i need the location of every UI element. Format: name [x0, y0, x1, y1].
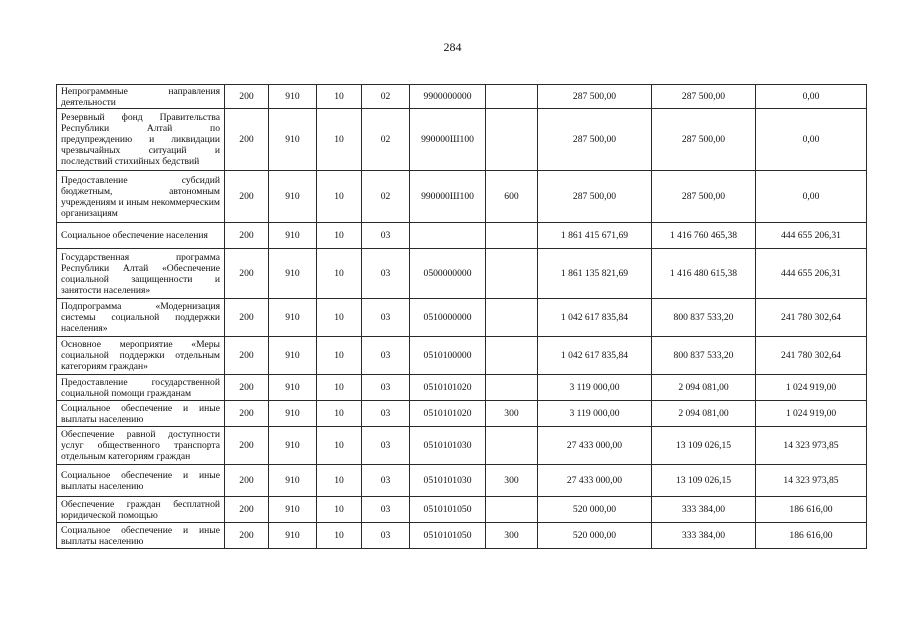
budget-table-body: [57, 85, 867, 549]
row-subsection-code: 03: [362, 401, 410, 427]
row-admin-code: 200: [225, 401, 269, 427]
row-department-code: 910: [269, 465, 317, 497]
row-amount-part-1: 333 384,00: [652, 497, 756, 523]
row-target-article-code: 990000Ш100: [410, 109, 486, 171]
row-target-article-code: 0510101050: [410, 523, 486, 549]
row-admin-code: 200: [225, 171, 269, 223]
row-amount-part-2: 14 323 973,85: [756, 465, 867, 497]
row-department-code: 910: [269, 85, 317, 109]
row-name: Основное мероприятие «Меры социальной поддержки отдельным категориям граждан»: [57, 337, 225, 375]
table-row: [57, 109, 867, 171]
row-admin-code: 200: [225, 375, 269, 401]
row-target-article-code: 0510101030: [410, 427, 486, 465]
row-department-code: 910: [269, 223, 317, 249]
row-name: Социальное обеспечение и иные выплаты населению: [57, 401, 225, 427]
row-target-article-code: 0510101050: [410, 497, 486, 523]
row-expense-type-code: 300: [486, 523, 538, 549]
row-target-article-code: 0500000000: [410, 249, 486, 299]
row-name: Предоставление субсидий бюджетным, автономным учреждениям и иным некоммерческим организациям: [57, 171, 225, 223]
row-expense-type-code: 600: [486, 171, 538, 223]
row-name: Социальное обеспечение и иные выплаты населению: [57, 465, 225, 497]
row-section-code: 10: [317, 523, 362, 549]
row-amount-total: 520 000,00: [538, 523, 652, 549]
row-amount-part-2: 186 616,00: [756, 523, 867, 549]
row-amount-total: 287 500,00: [538, 171, 652, 223]
row-subsection-code: 03: [362, 465, 410, 497]
row-expense-type-code: 300: [486, 401, 538, 427]
budget-table: [56, 84, 867, 549]
row-expense-type-code: [486, 109, 538, 171]
row-subsection-code: 03: [362, 523, 410, 549]
row-amount-part-1: 287 500,00: [652, 171, 756, 223]
row-amount-part-2: 0,00: [756, 171, 867, 223]
row-amount-part-2: 186 616,00: [756, 497, 867, 523]
row-amount-part-2: 444 655 206,31: [756, 249, 867, 299]
row-section-code: 10: [317, 223, 362, 249]
row-expense-type-code: [486, 85, 538, 109]
row-admin-code: 200: [225, 337, 269, 375]
table-row: [57, 223, 867, 249]
row-expense-type-code: [486, 299, 538, 337]
row-amount-total: 287 500,00: [538, 109, 652, 171]
row-amount-total: 1 042 617 835,84: [538, 337, 652, 375]
row-section-code: 10: [317, 427, 362, 465]
row-department-code: 910: [269, 337, 317, 375]
table-row: [57, 249, 867, 299]
row-name: Обеспечение граждан бесплатной юридической помощью: [57, 497, 225, 523]
row-amount-part-2: 0,00: [756, 85, 867, 109]
table-row: [57, 375, 867, 401]
row-expense-type-code: [486, 223, 538, 249]
row-name: Предоставление государственной социальной помощи гражданам: [57, 375, 225, 401]
row-section-code: 10: [317, 85, 362, 109]
row-subsection-code: 02: [362, 109, 410, 171]
row-admin-code: 200: [225, 497, 269, 523]
row-amount-part-2: 14 323 973,85: [756, 427, 867, 465]
row-section-code: 10: [317, 337, 362, 375]
row-department-code: 910: [269, 523, 317, 549]
row-amount-total: 287 500,00: [538, 85, 652, 109]
row-amount-total: 3 119 000,00: [538, 375, 652, 401]
table-row: [57, 299, 867, 337]
row-section-code: 10: [317, 171, 362, 223]
row-expense-type-code: [486, 497, 538, 523]
row-admin-code: 200: [225, 223, 269, 249]
row-department-code: 910: [269, 497, 317, 523]
table-row: [57, 337, 867, 375]
row-target-article-code: 0510000000: [410, 299, 486, 337]
row-section-code: 10: [317, 401, 362, 427]
table-row: [57, 427, 867, 465]
row-amount-part-2: 1 024 919,00: [756, 375, 867, 401]
row-section-code: 10: [317, 299, 362, 337]
row-subsection-code: 03: [362, 375, 410, 401]
row-department-code: 910: [269, 427, 317, 465]
row-target-article-code: 0510101030: [410, 465, 486, 497]
page-number: 284: [443, 40, 462, 54]
row-amount-part-1: 13 109 026,15: [652, 465, 756, 497]
row-target-article-code: [410, 223, 486, 249]
row-target-article-code: 0510101020: [410, 375, 486, 401]
row-amount-total: 1 042 617 835,84: [538, 299, 652, 337]
row-expense-type-code: [486, 375, 538, 401]
row-section-code: 10: [317, 109, 362, 171]
table-row: [57, 171, 867, 223]
row-amount-part-1: 1 416 480 615,38: [652, 249, 756, 299]
row-amount-part-2: 0,00: [756, 109, 867, 171]
row-name: Обеспечение равной доступности услуг общественного транспорта отдельным категориям граждан: [57, 427, 225, 465]
row-name: Социальное обеспечение населения: [57, 223, 225, 249]
row-subsection-code: 02: [362, 171, 410, 223]
row-amount-part-2: 241 780 302,64: [756, 337, 867, 375]
row-section-code: 10: [317, 375, 362, 401]
row-section-code: 10: [317, 249, 362, 299]
row-target-article-code: 0510101020: [410, 401, 486, 427]
row-target-article-code: 0510100000: [410, 337, 486, 375]
row-target-article-code: 990000Ш100: [410, 171, 486, 223]
row-subsection-code: 03: [362, 299, 410, 337]
row-subsection-code: 03: [362, 223, 410, 249]
row-amount-total: 1 861 135 821,69: [538, 249, 652, 299]
row-amount-total: 27 433 000,00: [538, 465, 652, 497]
row-department-code: 910: [269, 249, 317, 299]
row-amount-part-1: 1 416 760 465,38: [652, 223, 756, 249]
row-name: Резервный фонд Правительства Республики Алтай по предупреждению и ликвидации чрезвычайных ситуаций и последствий стихийных бедствий: [57, 109, 225, 171]
row-department-code: 910: [269, 171, 317, 223]
row-admin-code: 200: [225, 465, 269, 497]
row-subsection-code: 02: [362, 85, 410, 109]
row-name: Подпрограмма «Модернизация системы социальной поддержки населения»: [57, 299, 225, 337]
row-admin-code: 200: [225, 249, 269, 299]
row-subsection-code: 03: [362, 497, 410, 523]
row-expense-type-code: 300: [486, 465, 538, 497]
row-amount-part-1: 2 094 081,00: [652, 375, 756, 401]
row-amount-total: 1 861 415 671,69: [538, 223, 652, 249]
row-amount-part-1: 800 837 533,20: [652, 337, 756, 375]
row-name: Социальное обеспечение и иные выплаты населению: [57, 523, 225, 549]
row-name: Государственная программа Республики Алтай «Обеспечение социальной защищенности и занятости населения»: [57, 249, 225, 299]
row-department-code: 910: [269, 401, 317, 427]
row-amount-total: 3 119 000,00: [538, 401, 652, 427]
row-amount-part-2: 444 655 206,31: [756, 223, 867, 249]
row-subsection-code: 03: [362, 249, 410, 299]
table-row: [57, 465, 867, 497]
row-amount-part-2: 1 024 919,00: [756, 401, 867, 427]
row-subsection-code: 03: [362, 337, 410, 375]
row-expense-type-code: [486, 249, 538, 299]
row-amount-part-2: 241 780 302,64: [756, 299, 867, 337]
row-department-code: 910: [269, 299, 317, 337]
row-amount-part-1: 2 094 081,00: [652, 401, 756, 427]
row-amount-total: 27 433 000,00: [538, 427, 652, 465]
row-section-code: 10: [317, 465, 362, 497]
row-amount-part-1: 13 109 026,15: [652, 427, 756, 465]
row-admin-code: 200: [225, 109, 269, 171]
row-amount-part-1: 287 500,00: [652, 109, 756, 171]
row-amount-part-1: 287 500,00: [652, 85, 756, 109]
row-amount-total: 520 000,00: [538, 497, 652, 523]
table-row: [57, 401, 867, 427]
row-department-code: 910: [269, 109, 317, 171]
row-target-article-code: 9900000000: [410, 85, 486, 109]
row-admin-code: 200: [225, 523, 269, 549]
row-admin-code: 200: [225, 85, 269, 109]
row-expense-type-code: [486, 427, 538, 465]
row-section-code: 10: [317, 497, 362, 523]
row-amount-part-1: 800 837 533,20: [652, 299, 756, 337]
row-department-code: 910: [269, 375, 317, 401]
row-admin-code: 200: [225, 299, 269, 337]
table-row: [57, 497, 867, 523]
row-subsection-code: 03: [362, 427, 410, 465]
row-admin-code: 200: [225, 427, 269, 465]
table-row: [57, 523, 867, 549]
table-row: [57, 85, 867, 109]
row-name: Непрограммные направления деятельности: [57, 85, 225, 109]
row-amount-part-1: 333 384,00: [652, 523, 756, 549]
row-expense-type-code: [486, 337, 538, 375]
